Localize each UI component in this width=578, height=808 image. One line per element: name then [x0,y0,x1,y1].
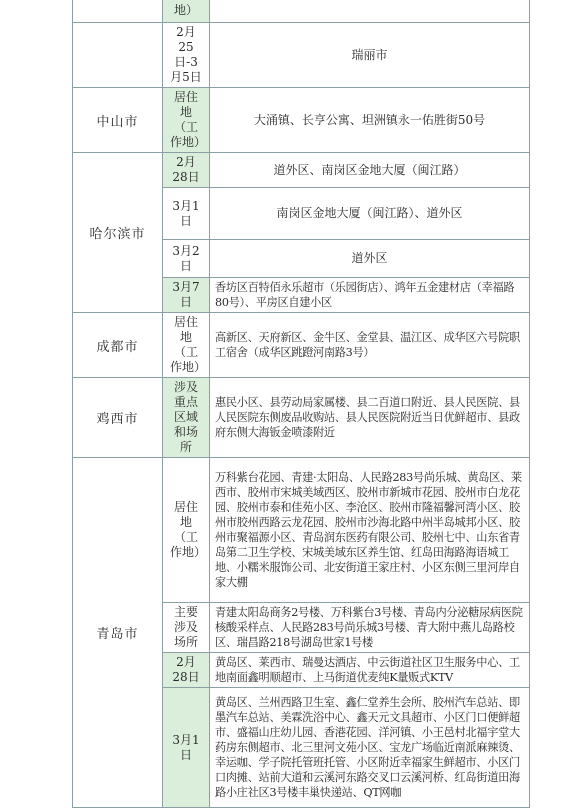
city-name: 鸡西市 [73,378,163,458]
location-cell: 黄岛区、莱西市、瑞曼达酒店、中云街道社区卫生服务中心、工地南面鑫明顺超市、上马街道优麦纯K量贩式KTV [210,653,530,688]
date-cell: 3月2日 [163,240,210,278]
city-cell [73,23,163,88]
location-cell: 南岗区金地大厦（闽江路）、道外区 [210,188,530,240]
category-cell: 涉及重点区域和场所 [163,378,210,458]
location-cell: 道外区、南岗区金地大厦（闽江路） [210,153,530,188]
city-name: 成都市 [73,313,163,378]
location-cell [210,0,530,23]
location-cell: 惠民小区、县劳动局家属楼、县二百道口附近、县人民医院、县人民医院东侧废品收购站、县人民医院附近当日优鲜超市、县政府东侧大海钣金喷漆附近 [210,378,530,458]
city-name: 中山市 [73,88,163,153]
date-cell: 3月7日 [163,278,210,313]
city-cell [73,0,163,23]
category-cell: 地） [163,0,210,23]
category-cell: 主要涉及场所 [163,603,210,653]
table-row [73,313,530,378]
city-name: 哈尔滨市 [73,153,163,313]
location-cell: 大涌镇、长亨公寓、坦洲镇永一佑胜街50号 [210,88,530,153]
category-cell: 居住地（工作地） [163,313,210,378]
city-name: 青岛市 [73,458,163,808]
category-cell: 居住地（工作地） [163,458,210,603]
location-cell: 青建太阳岛商务2号楼、万科紫台3号楼、青岛内分泌糖尿病医院核酸采样点、人民路283号尚乐城3号楼、青大附中燕儿岛路校区、瑞昌路218号湖岛世家1号楼 [210,603,530,653]
location-cell: 黄岛区、兰州西路卫生室、鑫仁堂养生会所、胶州汽车总站、即墨汽车总站、美霖洗浴中心、鑫天元文具超市、小区门口便鲜超市、盛福山庄幼儿园、香港花园、洋河镇、小王邑村北福宇堂大药房东侧超市、北三里河文苑小区、宝龙广场临近南派麻辣烫、幸运咖、学子院托管班托管、小区附近幸福家生鲜超市、小区门口肉摊、站前大道和云溪河东路交叉口云溪河桥、红岛街道田海路小庄社区3号楼丰巢快递站、QT网咖 [210,688,530,808]
date-cell: 3月1日 [163,188,210,240]
table-row [73,153,530,188]
category-cell: 居住地（工作地） [163,88,210,153]
location-cell: 瑞丽市 [210,23,530,88]
table-row [73,88,530,153]
date-cell: 2月25日-3月5日 [163,23,210,88]
table-row [73,458,530,603]
table-row [73,0,530,23]
date-cell: 2月28日 [163,653,210,688]
location-cell: 香坊区百特佰永乐超市（乐园街店）、鸿年五金建材店（幸福路80号）、平房区自建小区 [210,278,530,313]
location-cell: 道外区 [210,240,530,278]
table-row [73,23,530,88]
location-cell: 万科紫台花园、青建·太阳岛、人民路283号尚乐城、黄岛区、莱西市、胶州市宋城美域西区、胶州市新城市花园、胶州市白龙花园、胶州市泰和佳苑小区、李沧区、胶州市隆福馨河湾小区、胶州市胶州西路云龙花园、胶州市沙海北路中州半岛城邦小区、胶州市聚福源小区、青岛润东医药有限公司、胶州七中、山东省青岛第二卫生学校、宋城美域东区养生馆、红岛田海路海语城工地、小糯米服饰公司、北安街道王家庄村、小区东侧三里河岸自家大棚 [210,458,530,603]
date-cell: 2月28日 [163,153,210,188]
date-cell: 3月1日 [163,688,210,808]
location-cell: 高新区、天府新区、金牛区、金堂县、温江区、成华区六号院职工宿舍（成华区跳蹬河南路3号） [210,313,530,378]
table-row [73,378,530,458]
epidemic-locations-table [72,0,530,808]
